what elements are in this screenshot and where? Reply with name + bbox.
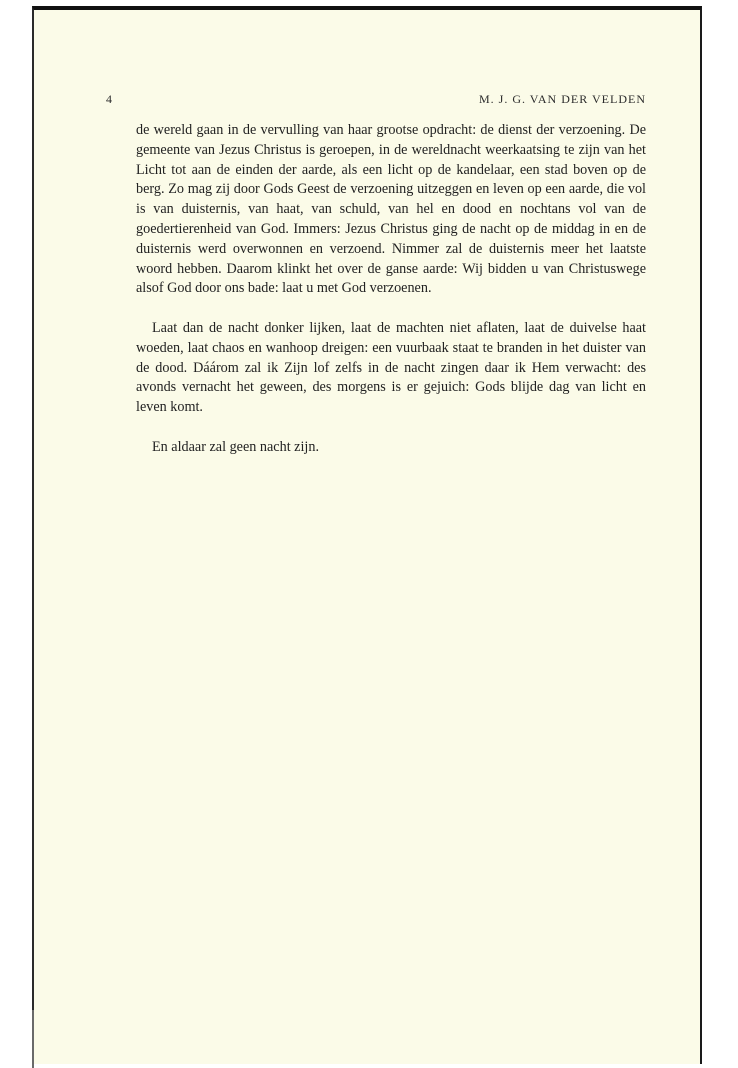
scan-edge-mark [32, 1010, 34, 1068]
paragraph-3: En aldaar zal geen nacht zijn. [152, 438, 320, 455]
running-head-author: M. J. G. VAN DER VELDEN [478, 92, 646, 106]
running-head [106, 92, 646, 110]
paragraph-1: de wereld gaan in de vervulling van haar grootse opdracht: de dienst der verzoening. De gemeente van Jezus Christus is geroepen, in de wereldnacht weerkaatsing te zijn van het Licht tot aan de einden der aarde, als een licht op de kandelaar, een stad boven op de berg. Zo mag zij door Gods Geest de verzoening uitzeggen en leven op een aarde, die vol is van duisternis, van haat, van schuld, van hel en dood en nochtans vol van de goedertierenheid van God. Immers: Jezus Christus ging de nacht op de middag in en de duisternis werd overwonnen en verzoend. Nimmer zal de duisternis meer het laatste woord hebben. Daarom klinkt het over de ganse aarde: Wij bidden u van Christuswege alsof God door ons bade: laat u met God verzoenen. [136, 122, 646, 297]
page-number: 4 [106, 92, 113, 106]
paragraph-2: Laat dan de nacht donker lijken, laat de machten niet aflaten, laat de duivelse haat woeden, laat chaos en wanhoop dreigen: een vuurbaak staat te branden in het duister van de dood. Dáárom zal ik Zijn lof zelfs in de nacht zingen daar ik Hem verwacht: des avonds vernacht het geween, des morgens is er gejuich: Gods blijde dag van licht en leven komt. [136, 319, 646, 416]
body-text [136, 121, 646, 458]
